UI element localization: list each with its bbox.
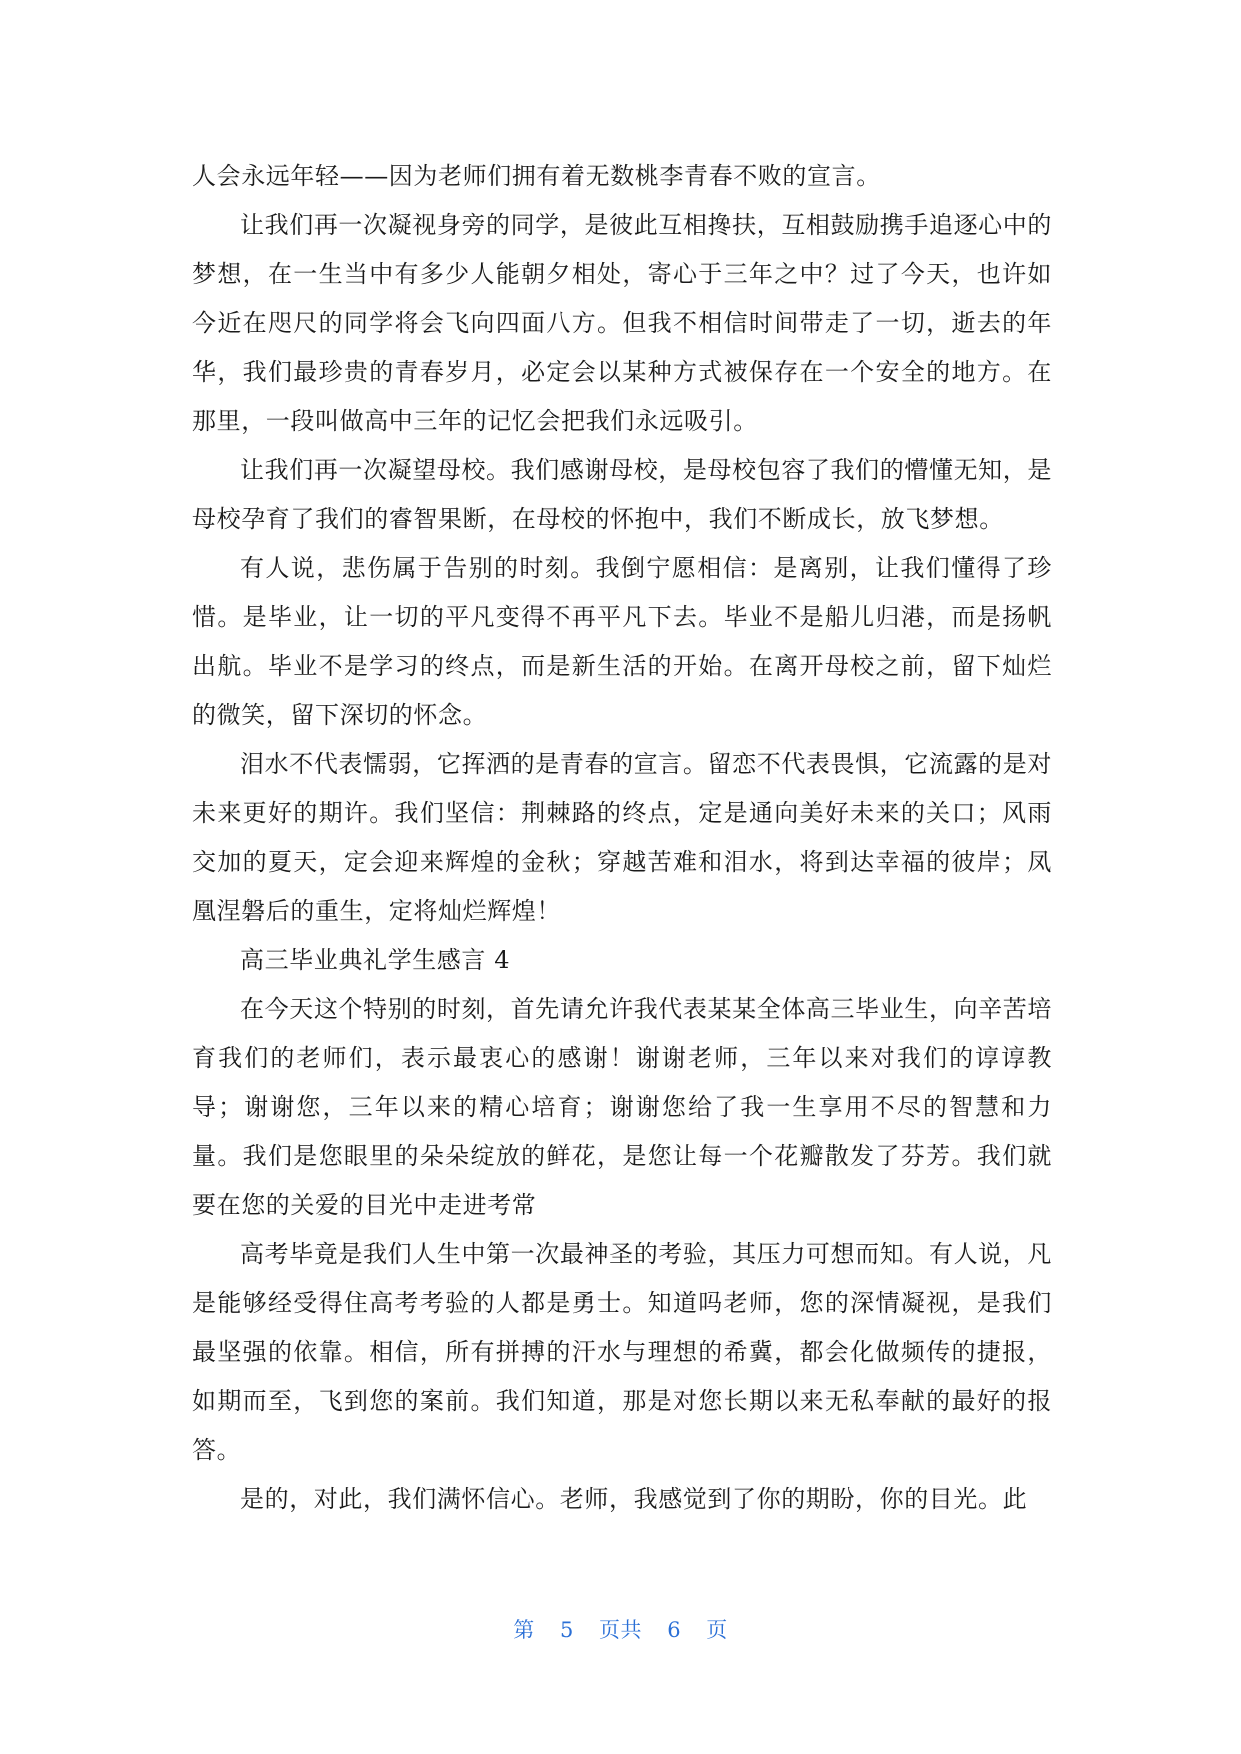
paragraph: 有人说，悲伤属于告别的时刻。我倒宁愿相信：是离别，让我们懂得了珍惜。是毕业，让一切的平凡变得不再平凡下去。毕业不是船儿归港，而是扬帆出航。毕业不是学习的终点，而是新生活的开始。在离开母校之前，留下灿烂的微笑，留下深切的怀念。 (192, 554, 1052, 729)
paragraph: 高考毕竟是我们人生中第一次最神圣的考验，其压力可想而知。有人说，凡是能够经受得住高考考验的人都是勇士。知道吗老师，您的深情凝视，是我们最坚强的依靠。相信，所有拼搏的汗水与理想的希冀，都会化做频传的捷报，如期而至，飞到您的案前。我们知道，那是对您长期以来无私奉献的最好的报答。 (192, 1240, 1052, 1464)
paragraph: 让我们再一次凝视身旁的同学，是彼此互相搀扶，互相鼓励携手追逐心中的梦想，在一生当中有多少人能朝夕相处，寄心于三年之中？过了今天，也许如今近在咫尺的同学将会飞向四面八方。但我不相信时间带走了一切，逝去的年华，我们最珍贵的青春岁月，必定会以某种方式被保存在一个安全的地方。在那里，一段叫做高中三年的记忆会把我们永远吸引。 (192, 211, 1052, 435)
page-footer (0, 1614, 1241, 1644)
paragraph: 在今天这个特别的时刻，首先请允许我代表某某全体高三毕业生，向辛苦培育我们的老师们，表示最衷心的感谢！谢谢老师，三年以来对我们的谆谆教导；谢谢您，三年以来的精心培育；谢谢您给了我一生享用不尽的智慧和力量。我们是您眼里的朵朵绽放的鲜花，是您让每一个花瓣散发了芬芳。我们就要在您的关爱的目光中走进考常 (192, 995, 1052, 1219)
footer-label-of: 页共 (599, 1618, 642, 1642)
paragraph: 人会永远年轻——因为老师们拥有着无数桃李青春不败的宣言。 (192, 162, 881, 190)
footer-current-page: 5 (559, 1618, 574, 1642)
document-body (192, 152, 1052, 1524)
footer-label-page: 第 (513, 1618, 535, 1642)
footer-label-end: 页 (706, 1618, 728, 1642)
paragraph: 泪水不代表懦弱，它挥洒的是青春的宣言。留恋不代表畏惧，它流露的是对未来更好的期许。我们坚信：荆棘路的终点，定是通向美好未来的关口；风雨交加的夏天，定会迎来辉煌的金秋；穿越苦难和泪水，将到达幸福的彼岸；凤凰涅磐后的重生，定将灿烂辉煌！ (192, 750, 1052, 925)
section-heading: 高三毕业典礼学生感言 4 (240, 946, 511, 974)
paragraph: 让我们再一次凝望母校。我们感谢母校，是母校包容了我们的懵懂无知，是母校孕育了我们的睿智果断，在母校的怀抱中，我们不断成长，放飞梦想。 (192, 456, 1052, 533)
paragraph: 是的，对此，我们满怀信心。老师，我感觉到了你的期盼，你的目光。此 (240, 1485, 1028, 1513)
footer-total-pages: 6 (667, 1618, 682, 1642)
